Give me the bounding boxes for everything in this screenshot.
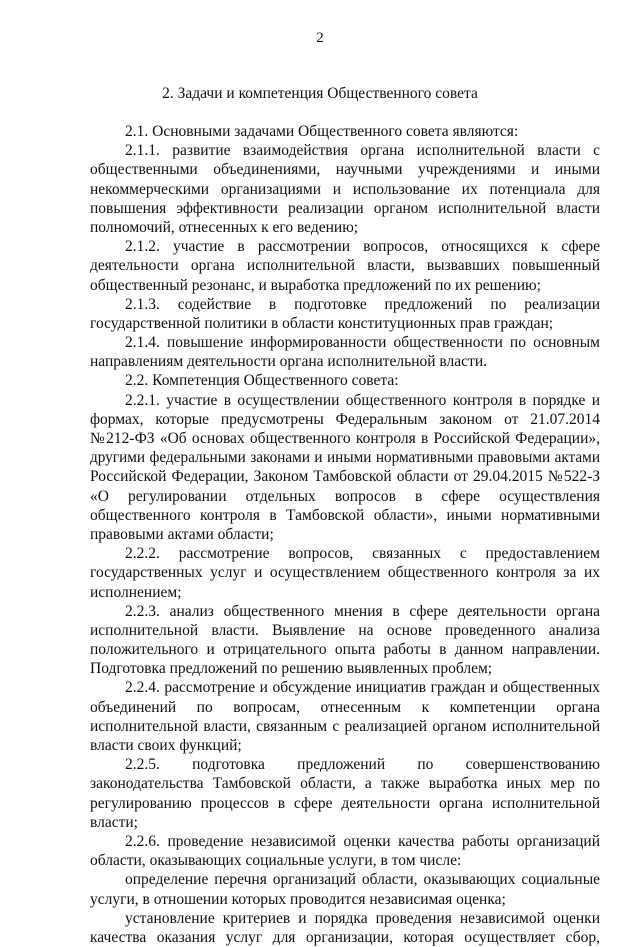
text-line: общественный резонанс, и выработка предложений по их решению; — [90, 276, 541, 294]
text-line: 2.2.5. подготовка предложений по совершенствованию — [125, 756, 600, 774]
text-line: некоммерческими организациями и использование их потенциала для — [90, 180, 600, 198]
text-line: объединений по вопросам, отнесенным к компетенции органа — [90, 698, 600, 716]
text-line: 2.2. Компетенция Общественного совета: — [125, 372, 399, 390]
text-line: 2.1. Основными задачами Общественного совета являются: — [125, 123, 519, 140]
text-line: регулированию процессов в сфере деятельности органа исполнительной — [90, 794, 600, 812]
text-line: 2.2.1. участие в осуществлении общественного контроля в порядке и — [125, 391, 600, 409]
text-line: 2.2.3. анализ общественного мнения в сфере деятельности органа — [125, 602, 600, 620]
text-line: общественного контроля в Тамбовской области», иными нормативными — [90, 506, 600, 524]
text-line: 2.1.2. участие в рассмотрении вопросов, относящихся к сфере — [125, 238, 600, 256]
text-line: 2.1.1. развитие взаимодействия органа исполнительной власти с — [125, 142, 600, 160]
section-title: 2. Задачи и компетенция Общественного совета — [162, 85, 478, 102]
text-line: власти; — [90, 813, 138, 831]
text-line: государственной политики в области конституционных прав граждан; — [90, 314, 554, 332]
text-line: полномочий, отнесенных к его ведению; — [90, 218, 359, 236]
text-line: власти своих функций; — [90, 737, 242, 754]
text-line: 2.1.3. содействие в подготовке предложений по реализации — [125, 295, 600, 313]
document-body — [90, 122, 600, 947]
text-line: повышения эффективности реализации органом исполнительной власти — [90, 199, 600, 217]
text-line: правовыми актами области; — [90, 525, 274, 543]
text-line: установление критериев и порядка проведения независимой оценки — [125, 909, 600, 927]
text-line: положительного и отрицательного опыта работы в данном направлении. — [90, 641, 600, 659]
text-line: государственных услуг и осуществлением общественного контроля за их — [90, 564, 600, 582]
text-line: 2.1.4. повышение информированности общественности по основным — [125, 334, 600, 352]
text-line: исполнительной власти, связанным с реализацией органом исполнительной — [90, 717, 600, 735]
text-line: качества оказания услуг для организации, которая осуществляет сбор, — [90, 928, 600, 946]
text-line: 2.2.4. рассмотрение и обсуждение инициатив граждан и общественных — [125, 679, 600, 697]
text-line: общественными объединениями, научными учреждениями и иными — [90, 161, 600, 179]
text-line: №212-ФЗ «Об основах общественного контроля в Российской Федерации», — [90, 430, 600, 447]
text-line: исполнительной власти. Выявление на основе проведенного анализа — [90, 621, 600, 639]
text-line: Подготовка предложений по решению выявленных проблем; — [90, 660, 493, 678]
text-line: области, оказывающих социальные услуги, в том числе: — [90, 852, 462, 870]
text-line: другими федеральными законами и иными нормативными правовыми актами — [90, 449, 600, 467]
text-line: 2.2.6. проведение независимой оценки качества работы организаций — [125, 832, 600, 850]
text-line: Российской Федерации, Законом Тамбовской области от 29.04.2015 №522-З — [90, 468, 600, 486]
text-line: деятельности органа исполнительной власти, вызвавших повышенный — [90, 257, 600, 275]
page-number: 2 — [316, 30, 324, 46]
text-line: 2.2.2. рассмотрение вопросов, связанных с предоставлением — [125, 545, 600, 563]
text-line: услуги, в отношении которых проводится независимая оценка; — [90, 890, 506, 908]
text-line: направлениям деятельности органа исполнительной власти. — [90, 353, 487, 371]
text-line: исполнением; — [90, 583, 182, 601]
text-line: формах, которые предусмотрены Федеральным законом от 21.07.2014 — [90, 410, 600, 428]
text-line: «О регулировании отдельных вопросов в сфере осуществления — [90, 487, 600, 505]
text-line: определение перечня организаций области, оказывающих социальные — [125, 871, 600, 889]
text-line: законодательства Тамбовской области, а также выработка иных мер по — [90, 775, 600, 793]
